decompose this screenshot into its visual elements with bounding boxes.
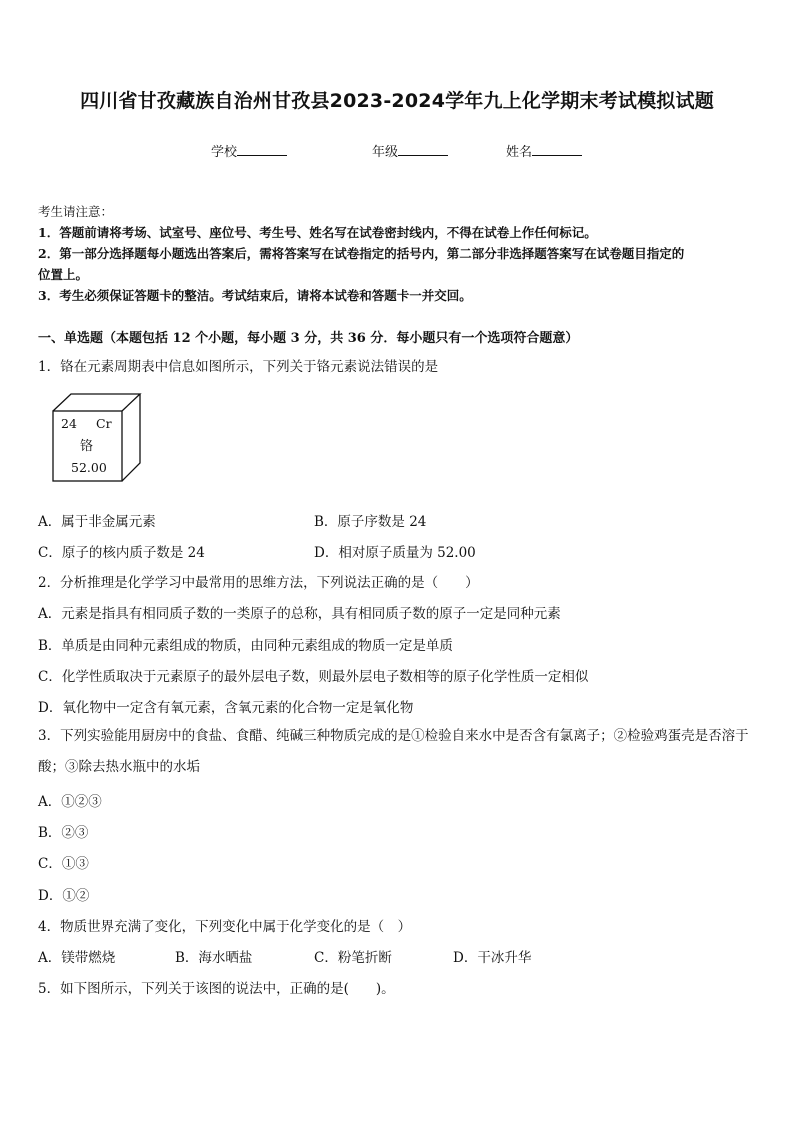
q4-option-d: D．干冰升华 [453, 950, 532, 966]
notice-item: 2．第一部分选择题每小题选出答案后，需将答案写在试卷指定的括号内，第二部分非选择题答案写在试卷题目指定的 [38, 246, 685, 261]
name-field [506, 141, 582, 160]
q2-option-d: D．氧化物中一定含有氧元素，含氧元素的化合物一定是氧化物 [38, 700, 414, 716]
q1-option-a: A．属于非金属元素 [38, 514, 156, 530]
q3-option-d: D．①② [38, 888, 90, 904]
q1-option-d: D．相对原子质量为 52.00 [314, 545, 476, 561]
school-field [211, 141, 287, 160]
question-1-stem: 1．铬在元素周期表中信息如图所示，下列关于铬元素说法错误的是 [38, 359, 439, 375]
q3-option-a: A．①②③ [38, 794, 102, 810]
name-label: 姓名 [506, 145, 533, 160]
school-blank [237, 141, 287, 156]
q2-option-a: A．元素是指具有相同质子数的一类原子的总称，具有相同质子数的原子一定是同种元素 [38, 606, 561, 622]
q2-option-c: C．化学性质取决于元素原子的最外层电子数，则最外层电子数相等的原子化学性质一定相似 [38, 669, 589, 685]
notice-item: 1．答题前请将考场、试室号、座位号、考生号、姓名写在试卷密封线内，不得在试卷上作任何标记。 [38, 225, 597, 240]
question-3-stem: 3．下列实验能用厨房中的食盐、食醋、纯碱三种物质完成的是①检验自来水中是否含有氯离子；②检验鸡蛋壳是否溶于酸；③除去热水瓶中的水垢 [38, 728, 749, 775]
element-symbol: Cr [96, 416, 112, 431]
section-title: 一、单选题（本题包括 12 个小题，每小题 3 分，共 36 分．每小题只有一个选项符合题意） [38, 331, 579, 346]
school-label: 学校 [211, 145, 238, 160]
question-5-stem: 5．如下图所示，下列关于该图的说法中，正确的是( )。 [38, 981, 395, 997]
element-cell-figure [52, 393, 142, 483]
q1-option-b: B．原子序数是 24 [314, 514, 427, 530]
q4-option-b: B．海水晒盐 [175, 950, 253, 966]
atomic-number: 24 [61, 416, 77, 431]
exam-notice [38, 201, 760, 306]
notice-item: 位置上。 [38, 267, 89, 282]
grade-label: 年级 [372, 145, 399, 160]
q3-option-c: C．①③ [38, 856, 89, 872]
q1-option-c: C．原子的核内质子数是 24 [38, 545, 205, 561]
page-title: 四川省甘孜藏族自治州甘孜县2023-2024学年九上化学期末考试模拟试题 [80, 90, 714, 112]
element-name: 铬 [80, 439, 94, 454]
question-4-stem: 4．物质世界充满了变化，下列变化中属于化学变化的是（ ） [38, 919, 412, 935]
name-blank [532, 141, 582, 156]
grade-field [372, 141, 448, 160]
atomic-mass: 52.00 [71, 460, 107, 475]
grade-blank [398, 141, 448, 156]
q4-option-c: C．粉笔折断 [314, 950, 392, 966]
q3-option-b: B．②③ [38, 825, 89, 841]
q4-option-a: A．镁带燃烧 [38, 950, 116, 966]
notice-heading: 考生请注意： [38, 204, 114, 219]
notice-item: 3．考生必须保证答题卡的整洁。考试结束后，请将本试卷和答题卡一并交回。 [38, 288, 472, 303]
q2-option-b: B．单质是由同种元素组成的物质，由同种元素组成的物质一定是单质 [38, 638, 453, 654]
question-2-stem: 2．分析推理是化学学习中最常用的思维方法，下列说法正确的是（ ） [38, 575, 479, 591]
